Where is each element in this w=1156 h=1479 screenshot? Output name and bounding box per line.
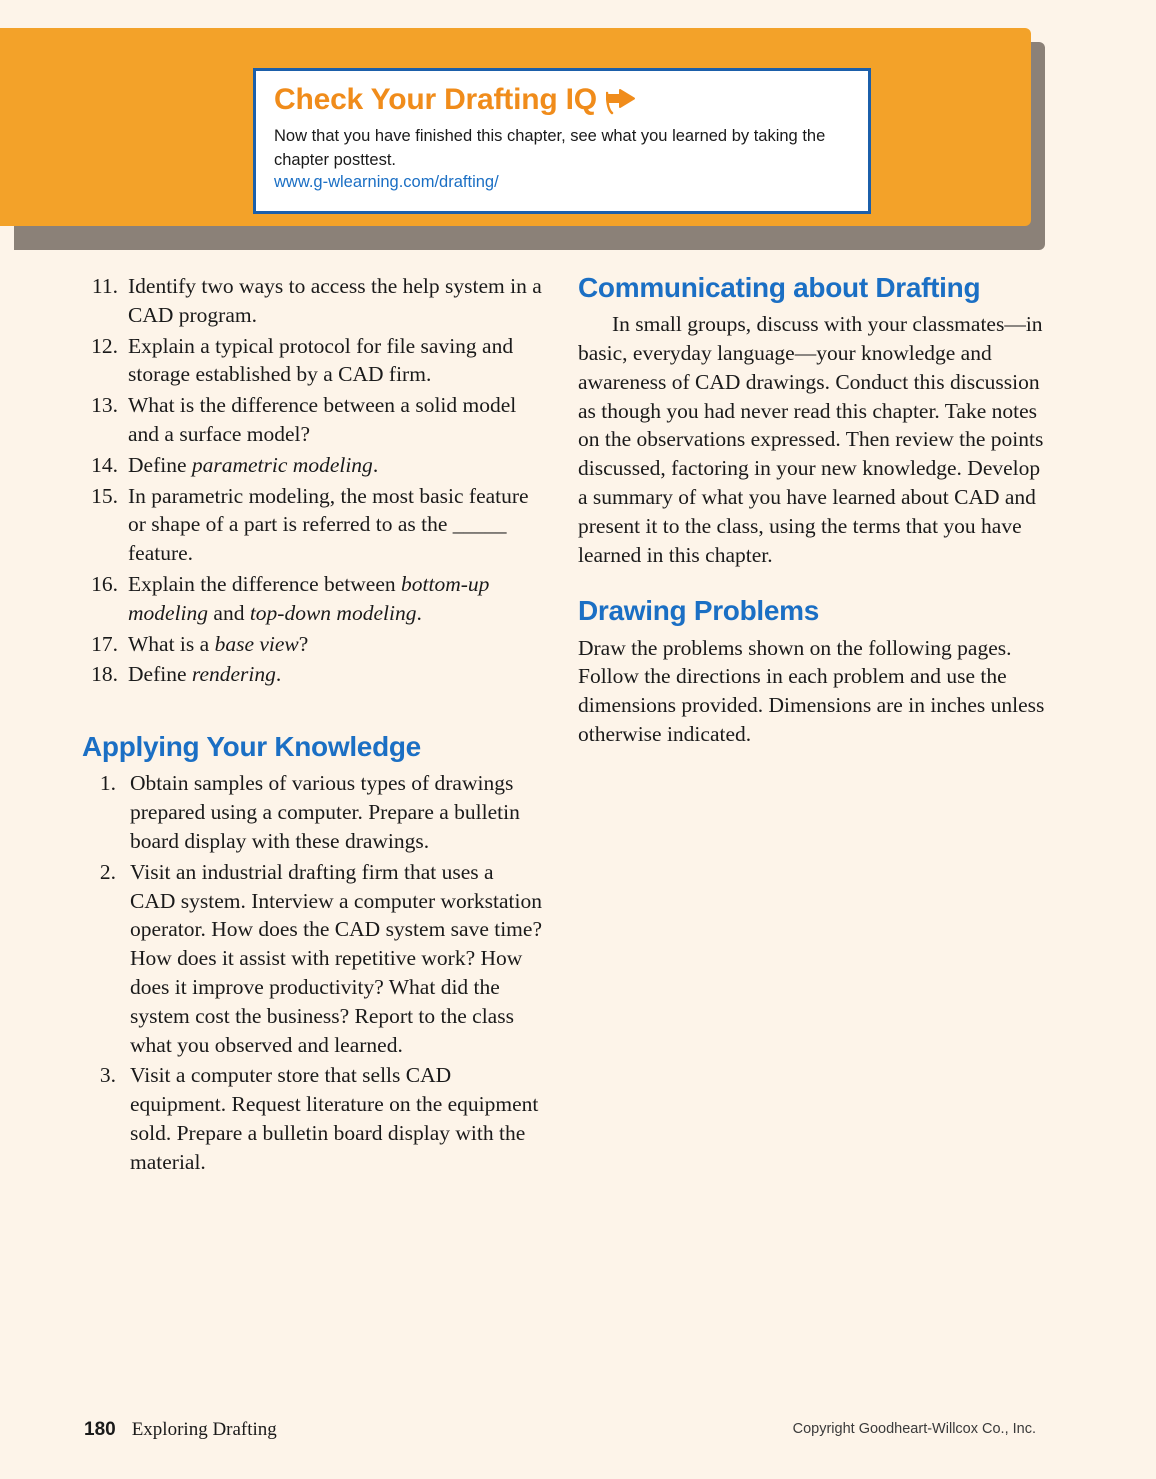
banner-body-text: Now that you have finished this chapter, see what you learned by taking the chapter posttest. (274, 127, 826, 169)
list-item (82, 332, 544, 390)
copyright-notice: Copyright Goodheart-Willcox Co., Inc. (792, 1421, 1036, 1437)
list-item (82, 482, 544, 568)
list-item (82, 451, 544, 480)
list-item-text: Explain the difference between bottom-up modeling and top-down modeling. (128, 571, 490, 625)
list-item-number: 15. (91, 483, 118, 508)
list-item-number: 3. (99, 1063, 116, 1088)
page-number: 180 (84, 1419, 116, 1440)
check-your-drafting-iq-banner (0, 28, 1045, 250)
list-item-text: Explain a typical protocol for file saving and storage established by a CAD firm. (128, 333, 514, 387)
drawing-problems-heading: Drawing Problems (578, 595, 820, 627)
left-column (82, 272, 544, 1179)
list-item (82, 769, 544, 855)
list-item (82, 272, 544, 330)
book-title: Exploring Drafting (131, 1419, 277, 1440)
list-item-text: Define rendering. (128, 662, 282, 687)
list-item-text: Define parametric modeling. (128, 452, 379, 477)
list-item (82, 391, 544, 449)
list-item-number: 16. (91, 571, 118, 596)
communicating-about-drafting-body: In small groups, discuss with your classmates—in basic, everyday language—your knowledge and awareness of CAD drawings. Conduct this discussion as though you had never read this chapter. Take notes on the observations expressed. Then review the points discussed, factoring in your new knowledge. Develop a summary of what you have learned about CAD and present it to the class, using the terms that you have learned in this chapter. (578, 312, 1044, 567)
drawing-problems-body: Draw the problems shown on the following pages. Follow the directions in each problem and use the dimensions provided. Dimensions are in inches unless otherwise indicated. (578, 635, 1045, 746)
banner-title: Check Your Drafting IQ (274, 83, 597, 116)
review-questions-list (82, 272, 544, 689)
banner-title-row (274, 83, 868, 117)
right-column (578, 272, 1048, 749)
banner-website-link[interactable]: www.g-wlearning.com/drafting/ (274, 172, 499, 191)
footer-left (84, 1419, 277, 1441)
list-item-number: 14. (91, 452, 118, 477)
applying-your-knowledge-heading: Applying Your Knowledge (82, 731, 421, 763)
list-item-number: 1. (99, 771, 116, 796)
list-item-number: 13. (91, 393, 118, 418)
arrow-pointer-icon (606, 89, 636, 115)
list-item-number: 2. (99, 859, 116, 884)
list-item-number: 18. (91, 662, 118, 687)
list-item-text: In parametric modeling, the most basic feature or shape of a part is referred to as the _____ feature. (128, 483, 529, 566)
banner-callout-box (253, 68, 871, 214)
list-item (82, 570, 544, 628)
list-item-number: 17. (91, 631, 118, 656)
list-item-text: Identify two ways to access the help system in a CAD program. (128, 274, 542, 327)
list-item-text: Visit an industrial drafting firm that uses a CAD system. Interview a computer workstation operator. How does the CAD system save time? How does it assist with repetitive work? How does it improve productivity? What did the system cost the business? Report to the class what you observed and learned. (130, 859, 542, 1057)
list-item-text: What is a base view? (128, 631, 309, 656)
applying-your-knowledge-list (82, 769, 544, 1176)
list-item-text: What is the difference between a solid model and a surface model? (128, 393, 517, 446)
list-item-number: 12. (91, 333, 118, 358)
list-item-text: Visit a computer store that sells CAD equipment. Request literature on the equipment sold. Prepare a bulletin board display with the material. (130, 1063, 539, 1174)
list-item (82, 1061, 544, 1176)
list-item (82, 630, 544, 659)
communicating-about-drafting-heading: Communicating about Drafting (578, 272, 981, 303)
list-item-text: Obtain samples of various types of drawings prepared using a computer. Prepare a bulletin board display with these drawings. (130, 771, 520, 853)
list-item-number: 11. (91, 274, 118, 298)
list-item (82, 660, 544, 689)
page-footer (0, 1419, 1156, 1443)
list-item (82, 858, 544, 1060)
